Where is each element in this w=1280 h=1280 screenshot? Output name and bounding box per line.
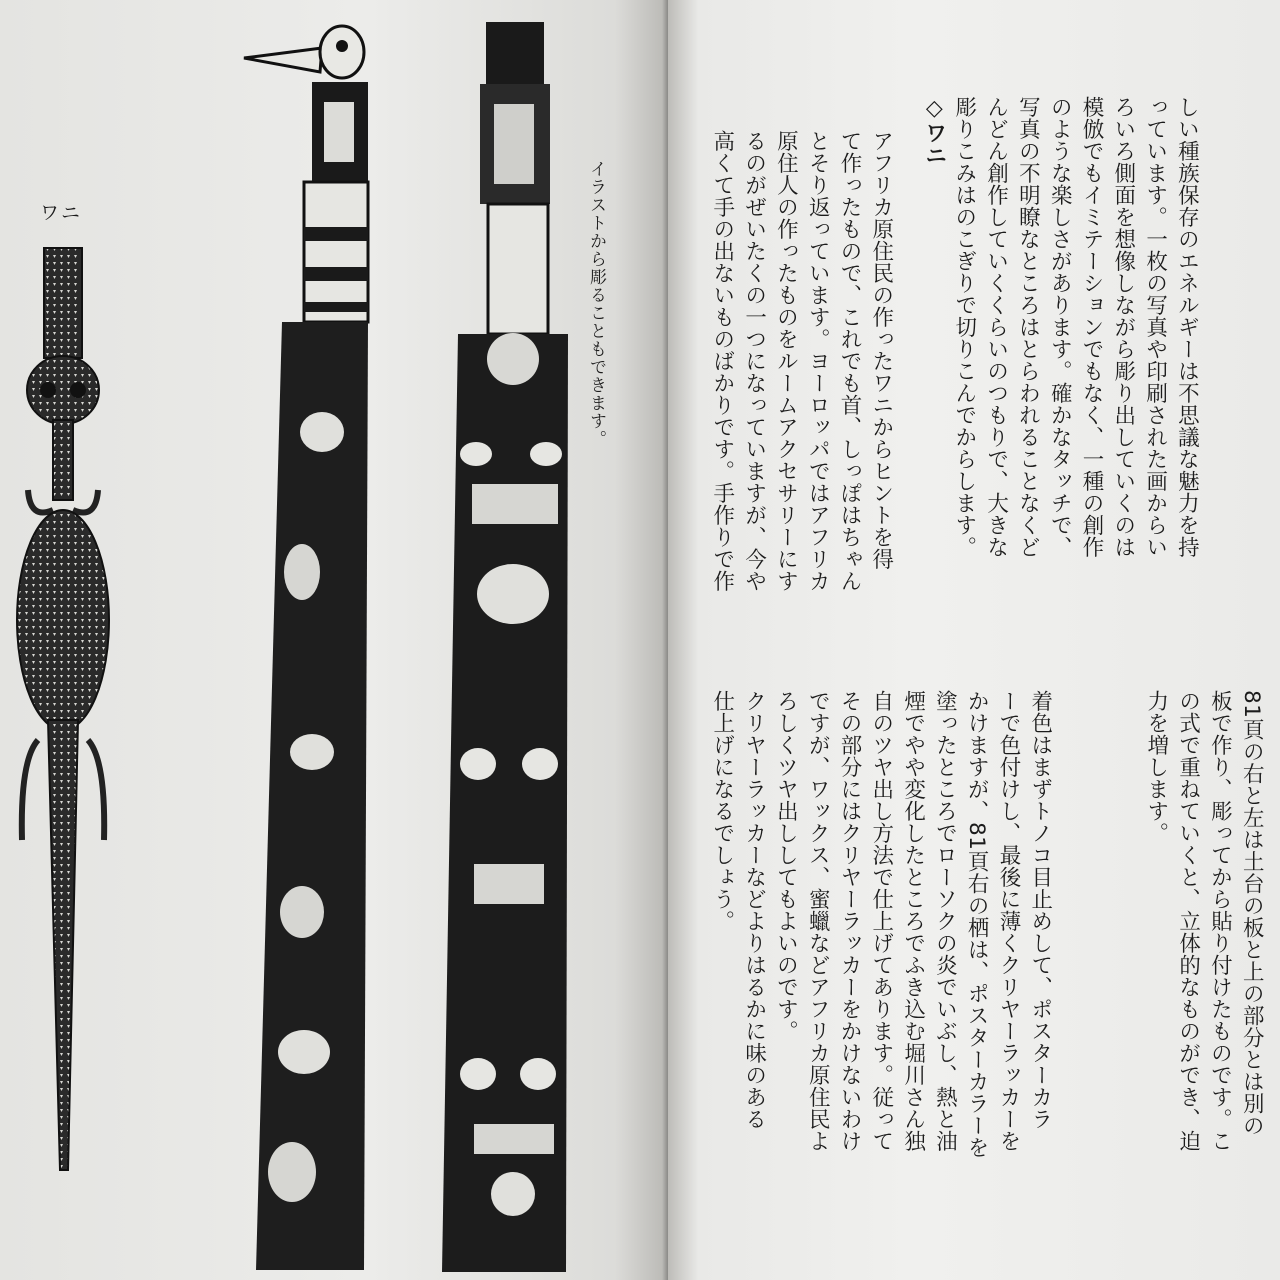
body-text-lower-main: 着色はまずトノコ目止めして、ポスターカラ ーで色付けし、最後に薄くクリヤーラッカーを かけますが、81頁右の栖は、ポスターカラーを 塗ったところでローソクの炎でいぶし、熱と油 煙でやや変化したところでふき込む堀川さん独 自のツヤ出し方法で仕上げてあります。従って その部分にはクリヤーラッカーをかけないわけ ですが、ワックス、蜜蠟などアフリカ原住民よ ろしくツヤ出ししてもよいのです。 クリヤーラッカーなどよりはるかに味のある 仕上げになるでしょう。 — [709, 690, 1053, 1159]
crocodile-carving-image — [10, 240, 120, 1180]
body-text-upper-main: アフリカ原住民の作ったワニからヒントを得 て作ったもので、これでも首、しっぽはちゃん とそり返っています。ヨーロッパではアフリカ 原住人の作ったものをルームアクセサリーにす るのがぜいたくの一つになっていますが、今や 高くて手の出ないものばかりです。手作りで作 — [709, 130, 894, 592]
section-heading-wani: ◇ワニ — [921, 96, 947, 167]
figure-label: ワニ — [40, 202, 83, 224]
figure-caption: イラストから彫ることもできます。 — [586, 160, 606, 448]
body-text-upper-top: しい種族保存のエネルギーは不思議な魅力を持 っています。一枚の写真や印刷された画からい ろいろ側面を想像しながら彫り出していくのは 模倣でもイミテーションでもなく、一種の創作 のような楽しさがあります。確かなタッチで、 写真の不明瞭なところはとらわれることなくど んどん創作していくくらいのつもりで、大きな 彫りこみはのこぎりで切りこんでからします。 — [951, 96, 1200, 558]
body-text-lower-top: 81頁の右と左は土台の板と上の部分とは別の 板で作り、彫ってから貼り付けたものです。こ の式で重ねていくと、立体的なものができ、迫 力を増します。 — [1143, 690, 1265, 1152]
totem-pole-right-image — [428, 14, 578, 1276]
totem-pole-left-image — [242, 12, 372, 1272]
